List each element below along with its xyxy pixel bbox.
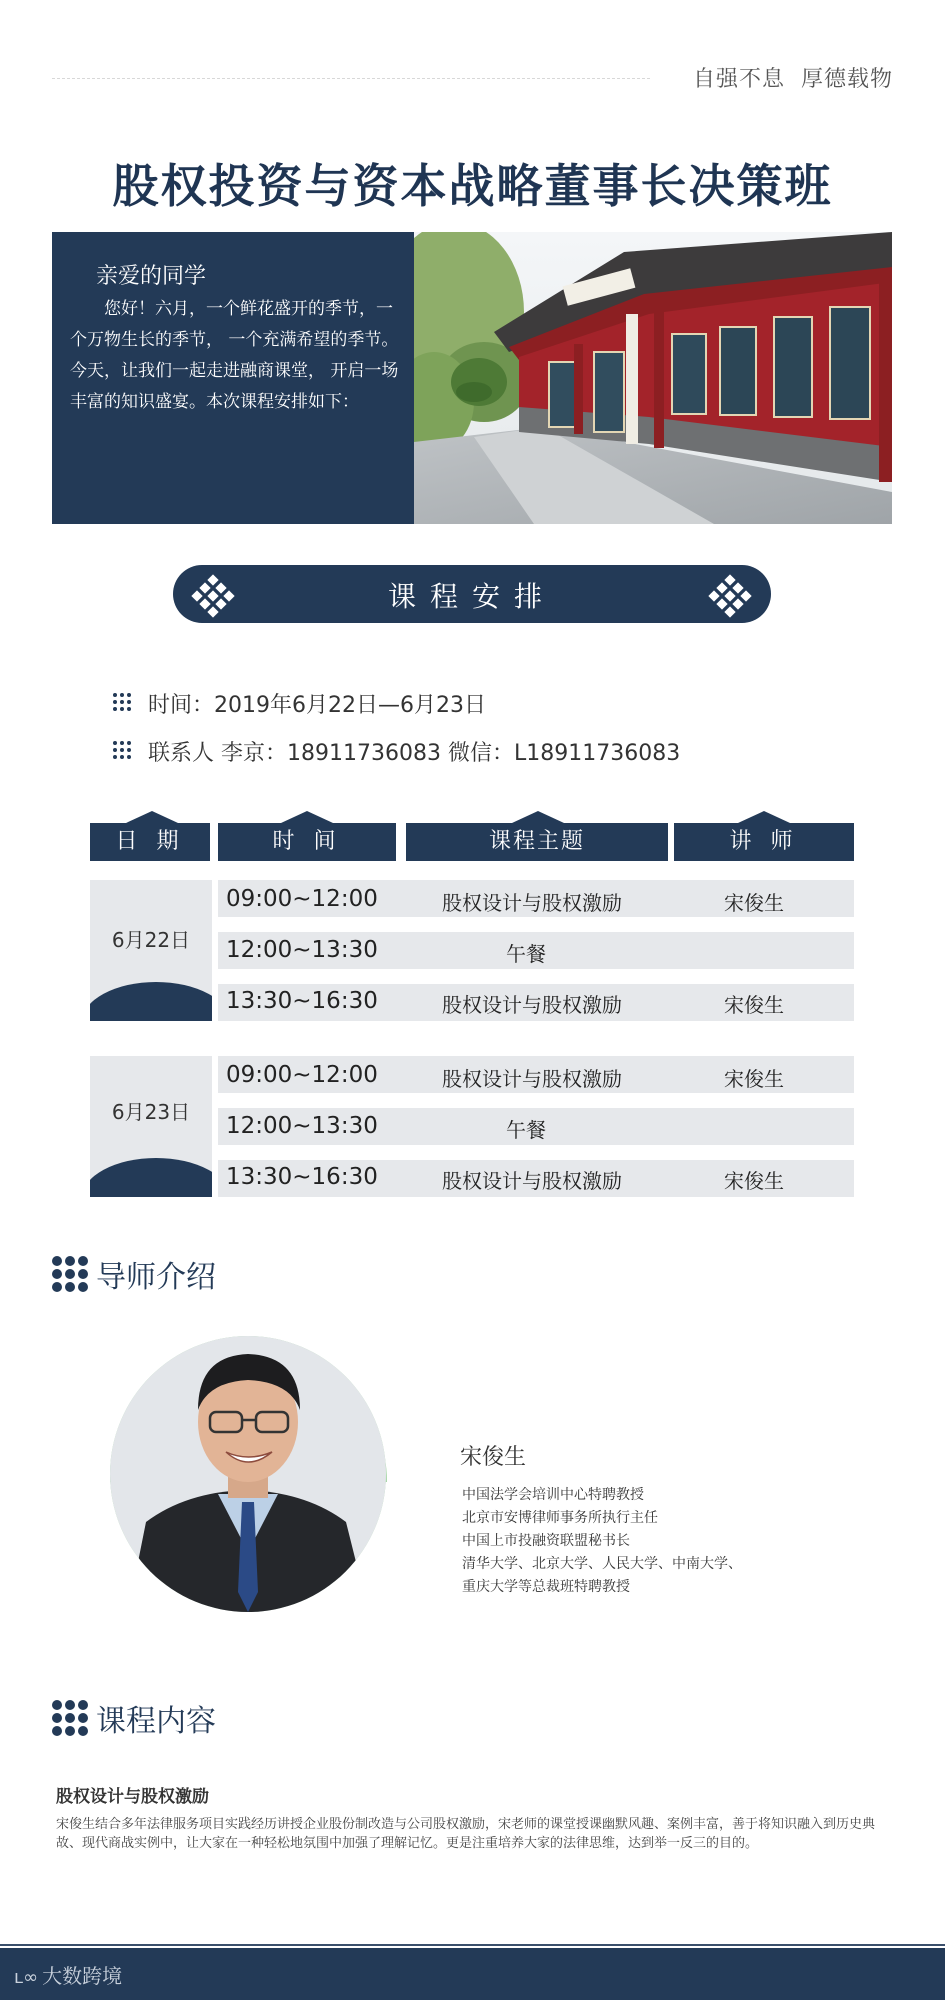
row-time: 13:30~16:30 xyxy=(226,988,378,1014)
row-topic: 股权设计与股权激励 xyxy=(442,993,622,1017)
mentor-title-line: 重庆大学等总裁班特聘教授 xyxy=(462,1579,630,1595)
row-topic: 股权设计与股权激励 xyxy=(442,891,622,915)
mentor-section-title: 导师介绍 xyxy=(96,1260,216,1295)
intro-greeting: 亲爱的同学 xyxy=(96,264,207,289)
contact-label: 联系人 xyxy=(148,741,215,766)
row-time: 13:30~16:30 xyxy=(226,1164,378,1190)
row-teacher: 宋俊生 xyxy=(724,993,784,1017)
footer-logo xyxy=(14,1960,122,1989)
time-value: 2019年6月22日—6月23日 xyxy=(214,693,486,718)
row-time: 12:00~13:30 xyxy=(226,1113,378,1139)
th-date: 日 期 xyxy=(90,823,210,861)
row-topic: 股权设计与股权激励 xyxy=(442,1169,622,1193)
time-label: 时间： xyxy=(148,693,215,718)
mentor-title-line: 中国上市投融资联盟秘书长 xyxy=(462,1533,630,1549)
row-time: 12:00~13:30 xyxy=(226,937,378,963)
date-cell-curve xyxy=(90,982,212,1021)
section-dots-icon xyxy=(52,1256,88,1292)
header-tab-peak xyxy=(738,811,790,823)
bullet-dots-icon xyxy=(113,693,131,711)
slogan: 自强不息 厚德载物 xyxy=(693,67,893,92)
mentor-portrait xyxy=(106,1312,391,1622)
mentor-name: 宋俊生 xyxy=(460,1445,527,1470)
th-time: 时 间 xyxy=(218,823,396,861)
row-time: 09:00~12:00 xyxy=(226,1062,378,1088)
header-tab-peak xyxy=(512,811,564,823)
header-tab-peak xyxy=(281,811,333,823)
mentor-title-line: 北京市安博律师事务所执行主任 xyxy=(462,1510,658,1526)
row-topic: 午餐 xyxy=(506,1118,546,1142)
th-topic: 课程主题 xyxy=(406,823,668,861)
mentor-title-line: 中国法学会培训中心特聘教授 xyxy=(462,1487,644,1503)
schedule-section-title: 课程安排 xyxy=(387,580,556,613)
footer-divider xyxy=(0,1944,945,1946)
intro-text: 您好！六月，一个鲜花盛开的季节，一个万物生长的季节， 一个充满希望的季节。 今天，让我们一起走进融商课堂， 开启一场丰富的知识盛宴。本次课程安排如下： xyxy=(70,299,399,412)
date-cell xyxy=(90,880,212,1021)
date-label: 6月22日 xyxy=(111,928,191,952)
course-section-title: 课程内容 xyxy=(96,1704,216,1739)
mentor-title-line: 清华大学、北京大学、人民大学、中南大学、 xyxy=(462,1556,742,1572)
contact-info xyxy=(148,736,680,767)
row-teacher: 宋俊生 xyxy=(724,1169,784,1193)
contact-value: 李京：18911736083 微信：L18911736083 xyxy=(221,741,681,766)
bullet-dots-icon xyxy=(113,741,131,759)
page-title: 股权投资与资本战略董事长决策班 xyxy=(112,159,833,213)
section-dots-icon xyxy=(52,1700,88,1736)
footer-bar xyxy=(0,1948,945,2000)
footer-logo-text: 大数跨境 xyxy=(42,1964,123,1988)
course-description: 宋俊生结合多年法律服务项目实践经历讲授企业股份制改造与公司股权激励，宋老师的课堂授课幽默风趣、案例丰富，善于将知识融入到历史典故、现代商战实例中，让大家在一种轻松地氛围中加强了理解记忆。更是注重培养大家的法律思维，达到举一反三的目的。 xyxy=(56,1817,876,1851)
row-topic: 股权设计与股权激励 xyxy=(442,1067,622,1091)
date-label: 6月23日 xyxy=(111,1100,191,1124)
top-divider xyxy=(52,78,650,79)
date-cell-curve xyxy=(90,1158,212,1197)
header-tab-peak xyxy=(126,811,178,823)
date-cell xyxy=(90,1056,212,1197)
th-teacher: 讲 师 xyxy=(674,823,854,861)
row-time: 09:00~12:00 xyxy=(226,886,378,912)
row-teacher: 宋俊生 xyxy=(724,891,784,915)
row-teacher: 宋俊生 xyxy=(724,1067,784,1091)
logo-mark-icon: ʟ∞ xyxy=(14,1967,39,1988)
building-photo xyxy=(414,232,892,524)
course-subtitle: 股权设计与股权激励 xyxy=(56,1787,209,1807)
row-topic: 午餐 xyxy=(506,942,546,966)
time-info xyxy=(148,688,486,719)
